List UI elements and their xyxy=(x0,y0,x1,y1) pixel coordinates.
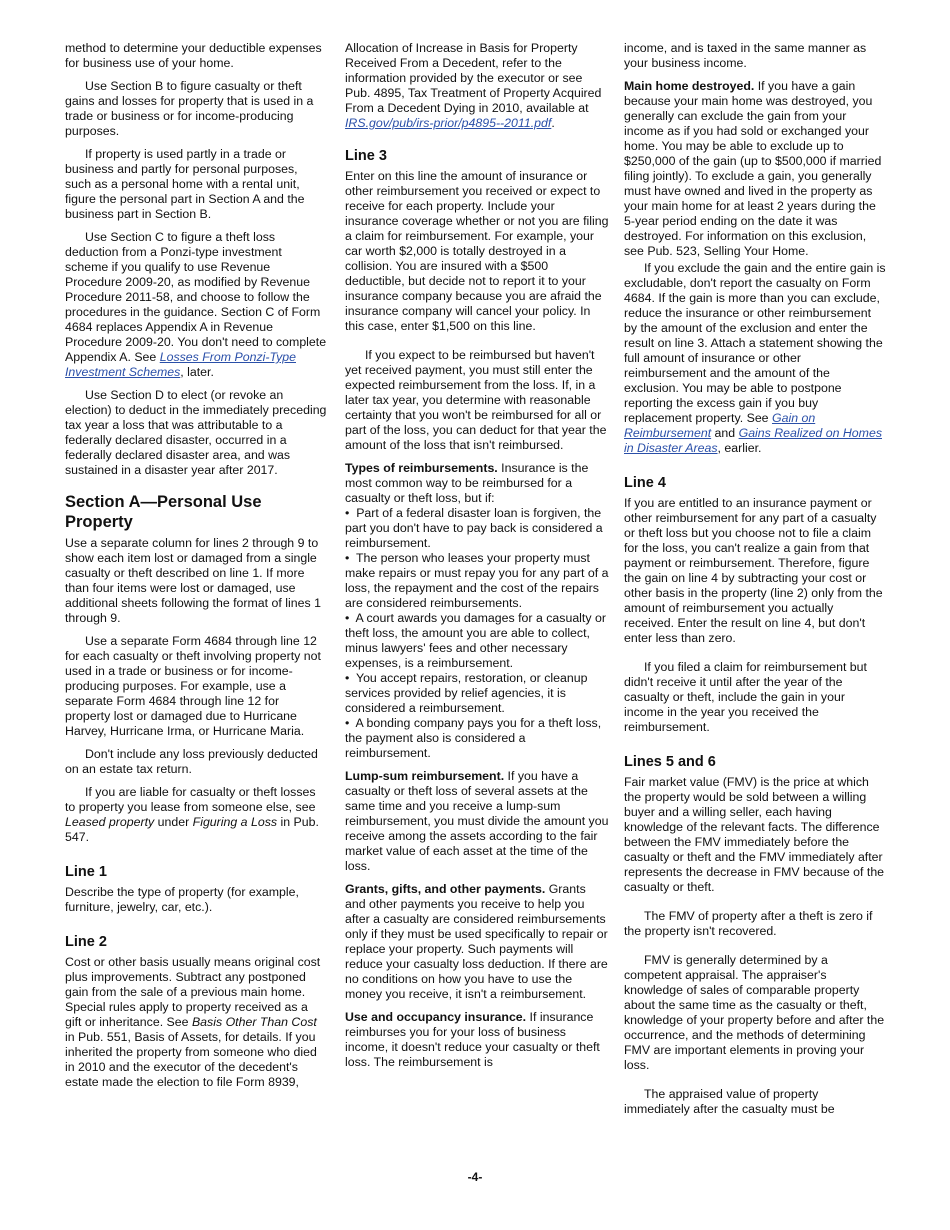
paragraph xyxy=(345,1010,609,1070)
paragraph: FMV is generally determined by a competent appraisal. The appraiser's knowledge of sales of comparable property about the same time as the casualty or theft, knowledge of your property before and after the occurrence, and the methods of determining FMV are important elements in proving your loss. xyxy=(624,953,885,1072)
text: under xyxy=(154,815,193,829)
paragraph: Use a separate column for lines 2 through 9 to show each item lost or damaged from a single casualty or theft described on line 1. If more than four items were lost or damaged, use additional sheets following the format of lines 1 through 9. xyxy=(65,536,321,625)
paragraph xyxy=(345,461,609,506)
text: Allocation of Increase in Basis for Property Received From a Decedent, refer to the information provided by the executor or see Pub. 4895, Tax Treatment of Property Acquired From a Decedent Dying in 2010, available at xyxy=(345,41,602,115)
paragraph xyxy=(624,261,886,456)
paragraph xyxy=(65,785,327,845)
text: and xyxy=(711,426,739,440)
heading-lines-5-6: Lines 5 and 6 xyxy=(624,754,716,770)
text: If you exclude the gain and the entire gain is excludable, don't report the casualty on Form 4684. If the gain is more than you can exclude, reduce the insurance or other reimbursement by the amount of the exclusion and enter the result on line 3. Attach a statement showing the full amount of insurance or other reimbursement and the amount of the exclusion. You may be able to postpone reporting the excess gain if you buy replacement property. See xyxy=(624,261,886,425)
text: A bonding company pays you for a theft loss, the payment also is considered a reimbursement. xyxy=(345,716,602,760)
bullet-item: • You accept repairs, restoration, or cleanup services provided by relief agencies, it is considered a reimbursement. xyxy=(345,671,588,715)
bullet-item: • A court awards you damages for a casualty or theft loss, the amount you are able to collect, minus lawyers' fees and other necessary expenses, is a reimbursement. xyxy=(345,611,606,670)
run-in-heading: Grants, gifts, and other payments. xyxy=(345,882,546,896)
italic-text: Figuring a Loss xyxy=(192,815,278,829)
bullet-item: • Part of a federal disaster loan is forgiven, the part you don't have to pay back is considered a reimbursement. xyxy=(345,506,603,550)
text: , earlier. xyxy=(717,441,762,455)
paragraph: Describe the type of property (for example, furniture, jewelry, car, etc.). xyxy=(65,885,299,914)
heading-section-a: Section A—Personal Use Property xyxy=(65,493,262,531)
text: Grants and other payments you receive to help you after a casualty are considered reimbursements only if they must be used specifically to repair or replace your property. Such payments will reduce your casualty loss deduction. If there are no conditions on how you have to use the money you receive, it isn't a reimbursement. xyxy=(345,882,608,1001)
run-in-heading: Lump-sum reimbursement. xyxy=(345,769,505,783)
text: in Pub. 551, Basis of Assets, for details. If you inherited the property from someone who died in 2010 and the executor of the decedent's estate made the election to file Form 8939, xyxy=(65,1030,317,1089)
text: , later. xyxy=(180,365,214,379)
link-pub-4895[interactable]: IRS.gov/pub/irs-prior/p4895--2011.pdf xyxy=(345,116,552,130)
italic-text: Leased property xyxy=(65,815,155,829)
text: Use Section C to figure a theft loss deduction from a Ponzi-type investment scheme if you qualify to use Revenue Procedure 2009-20, as modified by Revenue Procedure 2011-58, and choose to follow the procedures in the guidance. Section C of Form 4684 replaces Appendix A in Revenue Procedure 2009-20. You don't need to complete Appendix A. See xyxy=(65,230,327,364)
paragraph: Use Section D to elect (or revoke an election) to deduct in the immediately preceding tax year a loss that was attributable to a federally declared disaster, occurred in a federally declared disaster area, and was sustained in a disaster year after 2017. xyxy=(65,388,327,477)
paragraph: Fair market value (FMV) is the price at which the property would be sold between a willing buyer and a willing seller, each having knowledge of the relevant facts. The difference between the FMV immediately before the casualty or theft and the FMV immediately after represents the decrease in FMV because of the casualty or theft. xyxy=(624,775,885,894)
paragraph: Don't include any loss previously deducted on an estate tax return. xyxy=(65,747,318,776)
column-1 xyxy=(65,41,327,1098)
paragraph: Use Section B to figure casualty or theft gains and losses for property that is used in a trade or business or for income-producing purposes. xyxy=(65,79,314,138)
paragraph: income, and is taxed in the same manner as your business income. xyxy=(624,41,867,70)
link-gains-disaster-areas[interactable]: Gains Realized on Homes in Disaster Areas xyxy=(624,426,882,455)
text: Insurance is the most common way to be reimbursed for a casualty or theft loss, but if: xyxy=(345,461,589,505)
heading-line-1: Line 1 xyxy=(65,864,107,880)
paragraph: If you filed a claim for reimbursement but didn't receive it until after the year of the casualty or theft, include the gain in your income in the year you received the reimbursement. xyxy=(624,660,867,734)
paragraph xyxy=(345,41,609,131)
paragraph: The FMV of property after a theft is zero if the property isn't recovered. xyxy=(624,909,873,938)
text: If insurance reimburses you for your loss of business income, it doesn't reduce your casualty or theft loss. The reimbursement is xyxy=(345,1010,600,1069)
paragraph xyxy=(345,769,609,874)
italic-text: Basis Other Than Cost xyxy=(191,1015,317,1029)
run-in-heading: Main home destroyed. xyxy=(624,79,755,93)
link-ponzi-losses[interactable]: Losses From Ponzi-Type Investment Schemes xyxy=(65,350,296,379)
run-in-heading: Types of reimbursements. xyxy=(345,461,498,475)
bullet-item: • The person who leases your property must make repairs or must repay you for any part of a loss, the repayment and the cost of the repairs are considered reimbursements. xyxy=(345,551,609,610)
paragraph: Use a separate Form 4684 through line 12 for each casualty or theft involving property not used in a trade or business or for income-producing purposes. For example, use a separate Form 4684 through line 12 for property lost or damaged due to Hurricane Harvey, Hurricane Irma, or Hurricane Maria. xyxy=(65,634,321,738)
text: Part of a federal disaster loan is forgiven, the part you don't have to pay back is considered a reimbursement. xyxy=(345,506,603,550)
text: If you are liable for casualty or theft losses to property you lease from someone else, see xyxy=(65,785,316,814)
text: The person who leases your property must make repairs or must repay you for any part of a loss, the repayment and the cost of the repairs are considered reimbursements. xyxy=(345,551,609,610)
paragraph xyxy=(65,955,327,1090)
text: in Pub. 547. xyxy=(65,815,319,844)
page-number: -4- xyxy=(467,1170,483,1184)
paragraph xyxy=(624,79,886,259)
text: . xyxy=(551,116,555,130)
text: Cost or other basis usually means original cost plus improvements. Subtract any postponed gain from the sale of a previous main home. Special rules apply to property received as a gift or inheritance. See xyxy=(65,955,321,1029)
heading-line-3: Line 3 xyxy=(345,148,387,164)
bullet-item: • A bonding company pays you for a theft loss, the payment also is considered a reimbursement. xyxy=(345,716,602,760)
column-3 xyxy=(624,41,886,1125)
paragraph: If property is used partly in a trade or business and partly for personal purposes, such as a personal home with a rental unit, figure the personal part in Section A and the business part in Section B. xyxy=(65,147,305,221)
paragraph: The appraised value of property immediately after the casualty must be xyxy=(624,1087,835,1116)
heading-line-4: Line 4 xyxy=(624,475,666,491)
paragraph xyxy=(345,882,609,1002)
heading-line-2: Line 2 xyxy=(65,934,107,950)
text: You accept repairs, restoration, or cleanup services provided by relief agencies, it is considered a reimbursement. xyxy=(345,671,588,715)
paragraph: If you are entitled to an insurance payment or other reimbursement for any part of a casualty or theft loss but you choose not to file a claim for the loss, you can't realize a gain from that payment or reimbursement. Therefore, figure the gain on line 4 by subtracting your cost or other basis in the property (line 2) only from the amount of reimbursement you actually received. Enter the result on line 4, but don't enter less than zero. xyxy=(624,496,883,645)
run-in-heading: Use and occupancy insurance. xyxy=(345,1010,527,1024)
text: A court awards you damages for a casualty or theft loss, the amount you are able to collect, minus lawyers' fees and other necessary expenses, is a reimbursement. xyxy=(345,611,606,670)
paragraph xyxy=(65,230,327,380)
paragraph: Enter on this line the amount of insurance or other reimbursement you received or expect to receive for each property. Include your insurance coverage whether or not you are filing a claim for reimbursement. For example, your car worth $2,000 is totally destroyed in a collision. You are insured with a $500 deductible, but decide not to report it to your insurance company because you are afraid the insurance company will cancel your policy. In this case, enter $1,500 on this line. xyxy=(345,169,609,333)
text: If you have a gain because your main home was destroyed, you generally can exclude the gain from your income as if you had sold or exchanged your home. You may be able to exclude up to $250,000 of the gain (up to $500,000 if married filing jointly). To exclude a gain, you generally must have owned and lived in the property as your main home for at least 2 years during the 5-year period ending on the date it was destroyed. For information on this exclusion, see Pub. 523, Selling Your Home. xyxy=(624,79,882,258)
text: If you have a casualty or theft loss of several assets at the same time and you receive a lump-sum reimbursement, you must divide the amount you receive among the assets according to the fair market value of each asset at the time of the loss. xyxy=(345,769,609,873)
column-2 xyxy=(345,41,609,1078)
paragraph: method to determine your deductible expenses for business use of your home. xyxy=(65,41,322,70)
link-gain-on-reimbursement[interactable]: Gain on Reimbursement xyxy=(624,411,816,440)
paragraph: If you expect to be reimbursed but haven't yet received payment, you must still enter the expected reimbursement from the loss. If, in a later tax year, you determine with reasonable certainty that you won't be reimbursed for all or part of the loss, you can deduct for that year the amount of the loss that isn't reimbursed. xyxy=(345,348,607,452)
